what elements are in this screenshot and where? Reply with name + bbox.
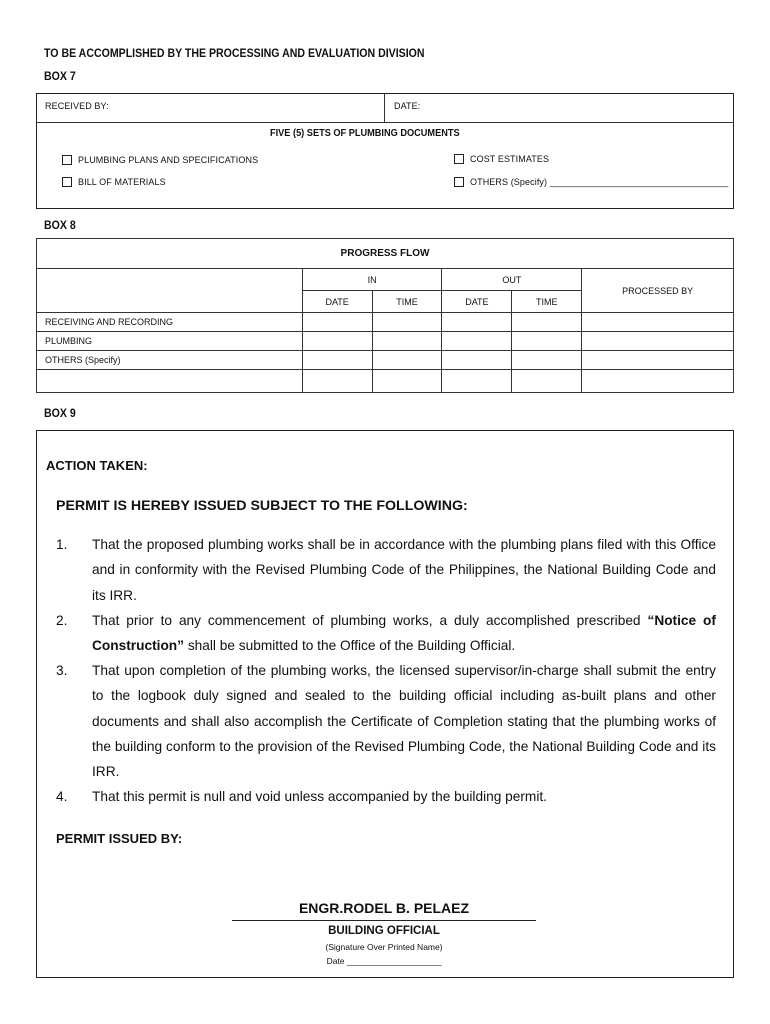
checkbox-label: OTHERS (Specify) ___________________________________	[470, 177, 729, 187]
processed-by-cell[interactable]	[582, 351, 734, 370]
condition-number: 1.	[56, 537, 68, 552]
out-time-cell[interactable]	[512, 313, 582, 332]
condition-1	[56, 532, 716, 608]
checkbox-label: BILL OF MATERIALS	[78, 177, 166, 187]
in-header: IN	[302, 269, 442, 291]
received-by-field[interactable]: RECEIVED BY:	[45, 101, 109, 111]
checkbox-label: PLUMBING PLANS AND SPECIFICATIONS	[78, 155, 259, 165]
row-label: PLUMBING	[37, 332, 303, 351]
out-date-cell[interactable]	[442, 332, 512, 351]
form-heading: TO BE ACCOMPLISHED BY THE PROCESSING AND EVALUATION DIVISION	[44, 48, 425, 60]
permit-heading: PERMIT IS HEREBY ISSUED SUBJECT TO THE FOLLOWING:	[56, 498, 468, 514]
checkbox-icon[interactable]	[62, 177, 72, 187]
header-blank	[37, 269, 303, 313]
out-date-cell[interactable]	[442, 313, 512, 332]
table-row	[37, 313, 734, 332]
in-time-header: TIME	[372, 291, 442, 313]
condition-text: That prior to any commencement of plumbing works, a duly accomplished prescribed “Notice of Construction” shall be submitted to the Office of the Building Official.	[92, 613, 716, 654]
out-time-cell[interactable]	[512, 332, 582, 351]
processed-by-cell[interactable]	[582, 332, 734, 351]
progress-flow-table	[36, 238, 734, 393]
row-label[interactable]	[37, 370, 303, 393]
in-time-cell[interactable]	[372, 313, 442, 332]
action-taken-label: ACTION TAKEN:	[46, 458, 148, 473]
date-field[interactable]: DATE:	[394, 101, 421, 111]
checkbox-bill-of-materials[interactable]	[62, 177, 166, 187]
official-title: BUILDING OFFICIAL	[328, 925, 440, 937]
official-name: ENGR.RODEL B. PELAEZ	[298, 900, 470, 916]
table-row	[37, 351, 734, 370]
in-date-cell[interactable]	[302, 351, 372, 370]
condition-4	[56, 784, 716, 810]
out-header: OUT	[442, 269, 582, 291]
in-time-cell[interactable]	[372, 332, 442, 351]
box9-label: BOX 9	[44, 408, 76, 420]
box7-label: BOX 7	[44, 71, 76, 83]
out-time-cell[interactable]	[512, 351, 582, 370]
processed-by-cell[interactable]	[582, 313, 734, 332]
in-date-header: DATE	[302, 291, 372, 313]
documents-title: FIVE (5) SETS OF PLUMBING DOCUMENTS	[270, 128, 460, 139]
box7	[36, 93, 734, 209]
notice-of-construction: “Notice of Construction”	[92, 613, 716, 654]
checkbox-plumbing-plans[interactable]	[62, 155, 258, 165]
condition-text: That the proposed plumbing works shall be in accordance with the plumbing plans filed with this Office and in conformity with the Revised Plumbing Code of the Philippines, the National Building Code and its IRR.	[92, 537, 716, 603]
checkbox-label: COST ESTIMATES	[470, 154, 550, 164]
checkbox-icon[interactable]	[454, 177, 464, 187]
signature-note: (Signature Over Printed Name)	[325, 942, 443, 952]
date-line[interactable]: Date ____________________	[326, 956, 442, 966]
in-date-cell[interactable]	[302, 332, 372, 351]
condition-3	[56, 658, 716, 784]
progress-flow-title: PROGRESS FLOW	[37, 239, 734, 269]
out-date-header: DATE	[442, 291, 512, 313]
condition-number: 2.	[56, 613, 68, 628]
signature-line	[232, 920, 536, 921]
processed-by-cell[interactable]	[582, 370, 734, 393]
checkbox-icon[interactable]	[62, 155, 72, 165]
checkbox-cost-estimates[interactable]	[454, 154, 549, 164]
in-time-cell[interactable]	[372, 351, 442, 370]
row-label: OTHERS (Specify)	[37, 351, 303, 370]
condition-text: That upon completion of the plumbing works, the licensed supervisor/in-charge shall submit the entry to the logbook duly signed and sealed to the building official including as-built plans and other documents and shall also accomplish the Certificate of Completion stating that the plumbing works of the building conform to the provision of the Revised Plumbing Code, the National Building Code and its IRR.	[92, 663, 716, 780]
out-time-cell[interactable]	[512, 370, 582, 393]
table-row	[37, 370, 734, 393]
processed-by-header: PROCESSED BY	[582, 269, 734, 313]
permit-issued-by-label: PERMIT ISSUED BY:	[56, 831, 183, 846]
in-time-cell[interactable]	[372, 370, 442, 393]
row-label: RECEIVING AND RECORDING	[37, 313, 303, 332]
table-row	[37, 332, 734, 351]
out-time-header: TIME	[512, 291, 582, 313]
in-date-cell[interactable]	[302, 370, 372, 393]
out-date-cell[interactable]	[442, 370, 512, 393]
checkbox-others[interactable]	[454, 177, 728, 187]
in-date-cell[interactable]	[302, 313, 372, 332]
condition-number: 4.	[56, 789, 68, 804]
box8-label: BOX 8	[44, 220, 76, 232]
condition-text: That this permit is null and void unless accompanied by the building permit.	[92, 789, 547, 804]
condition-2	[56, 608, 716, 658]
out-date-cell[interactable]	[442, 351, 512, 370]
condition-number: 3.	[56, 663, 68, 678]
checkbox-icon[interactable]	[454, 154, 464, 164]
